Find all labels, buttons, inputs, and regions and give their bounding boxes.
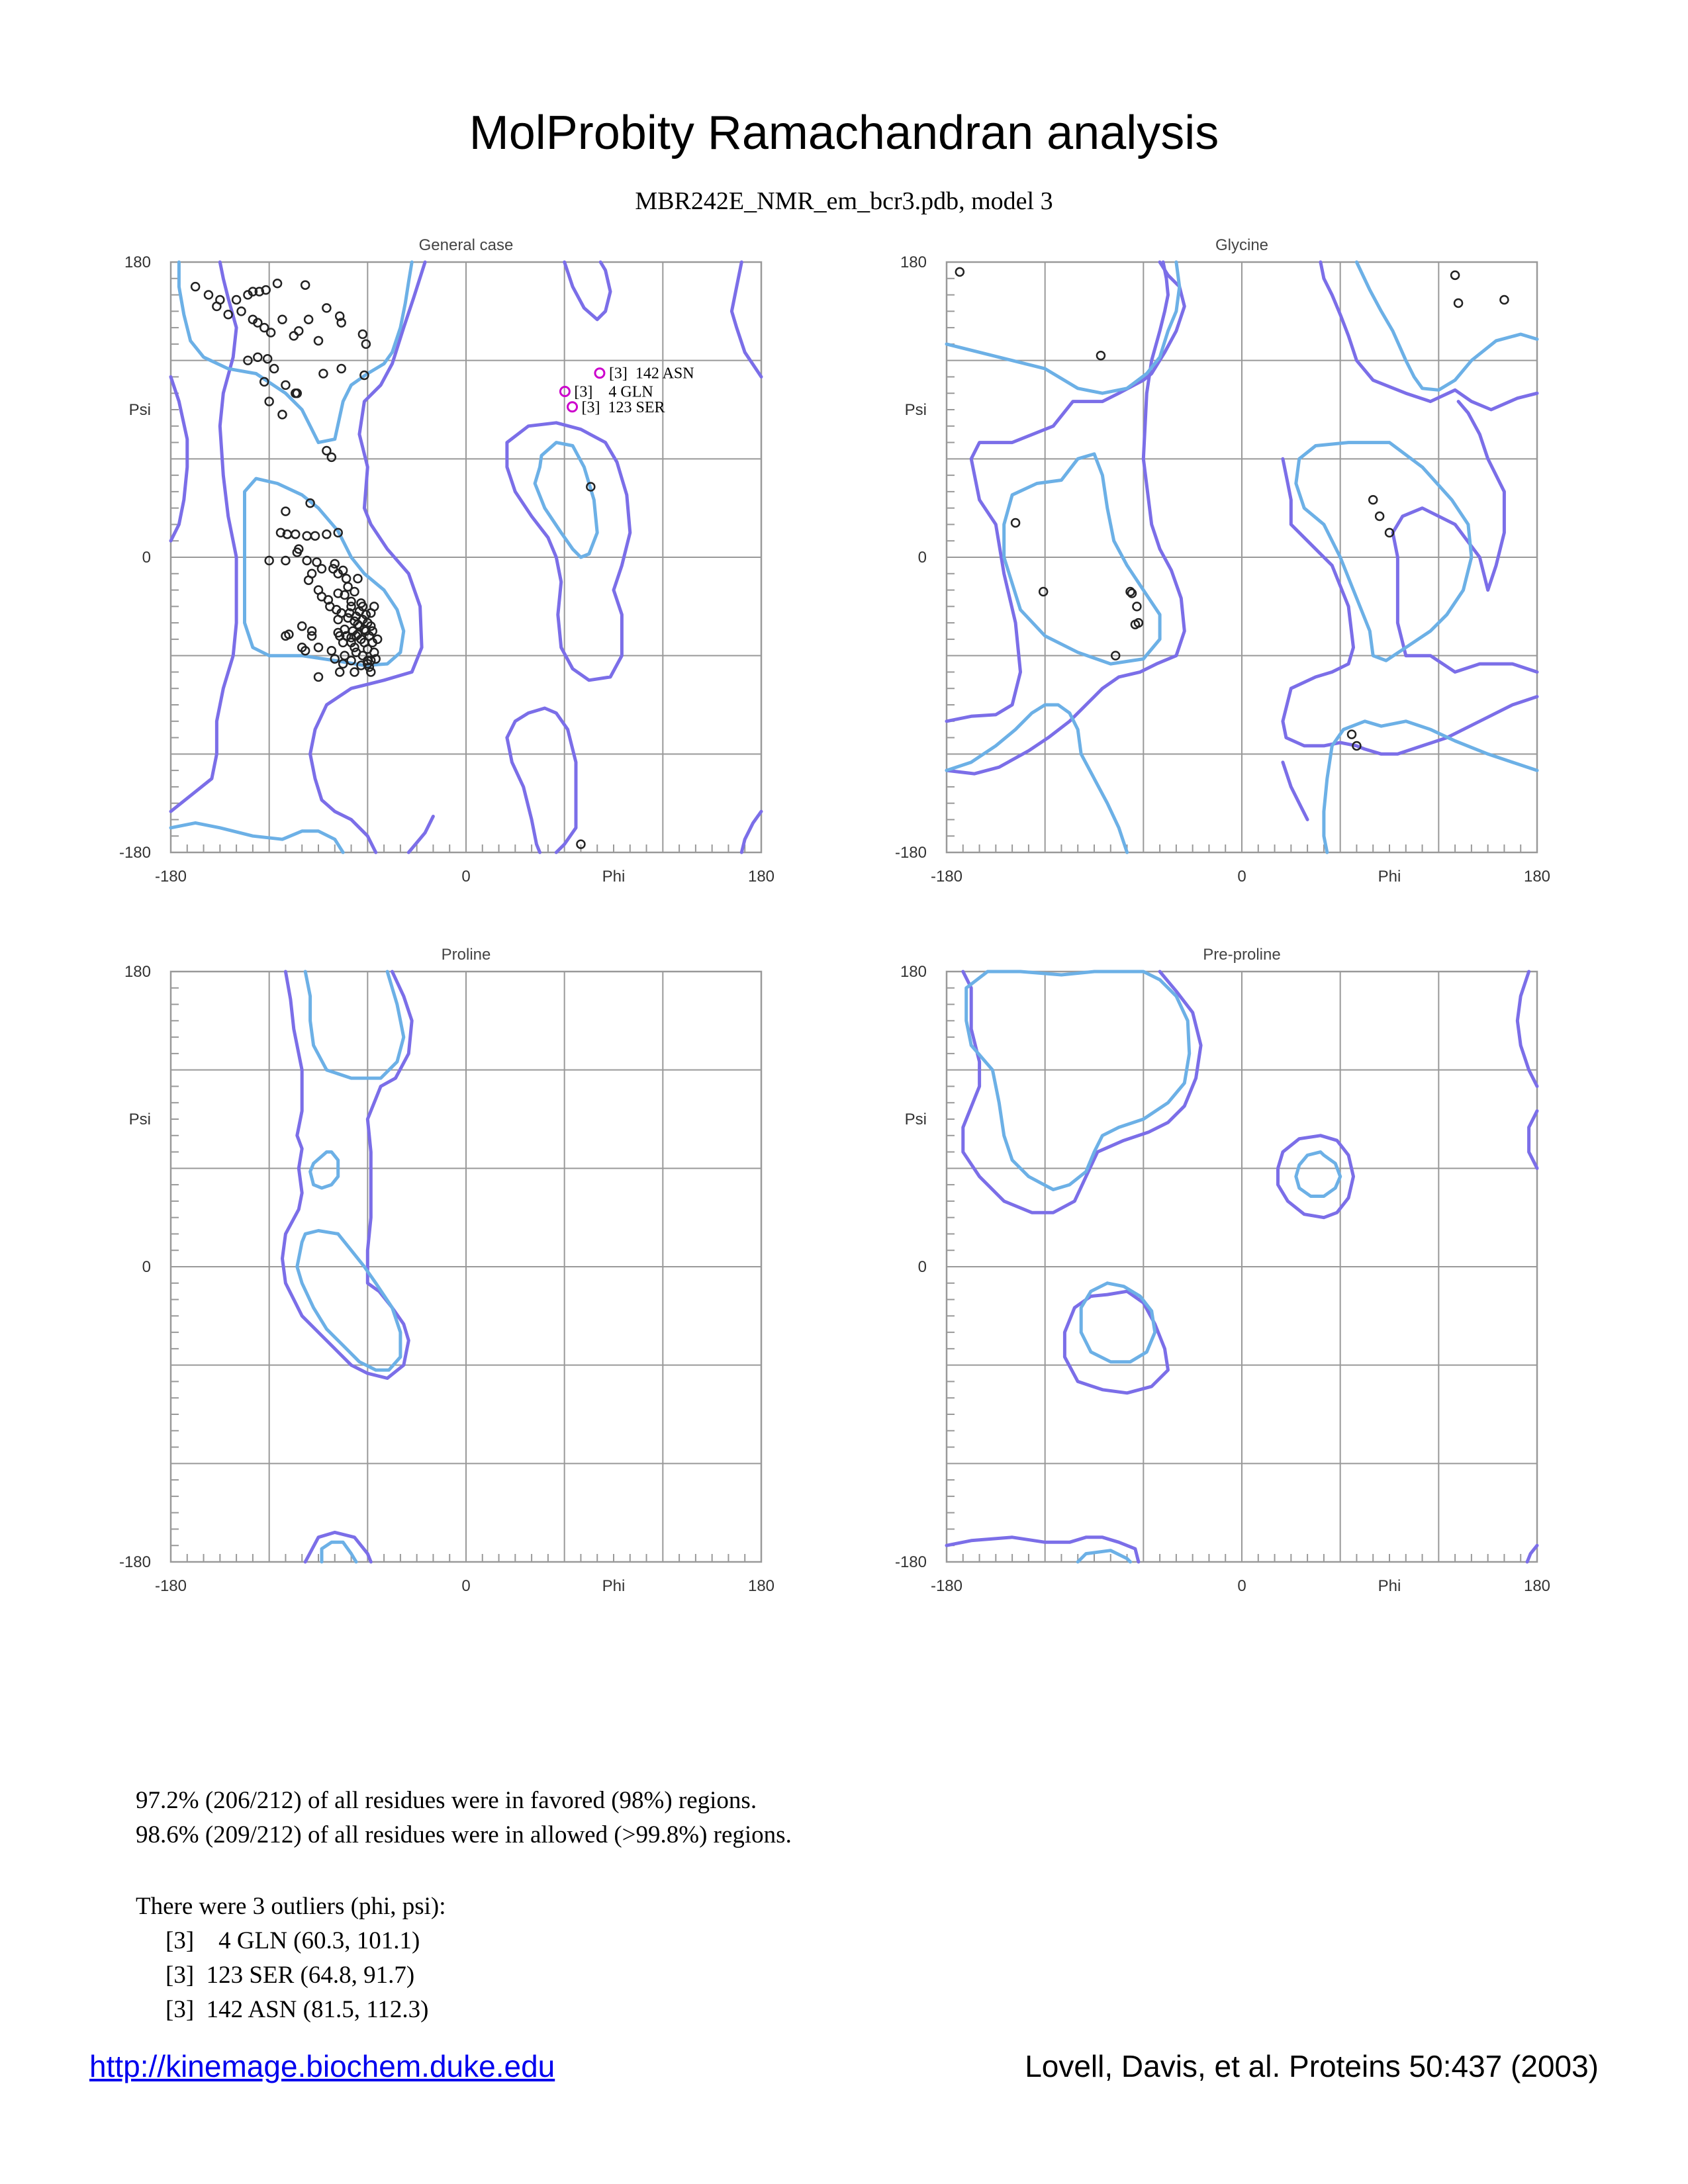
residue-point bbox=[370, 602, 378, 610]
residue-point bbox=[298, 622, 306, 630]
residue-point bbox=[216, 296, 224, 304]
allowed-contour bbox=[1529, 1111, 1537, 1169]
y-tick-label: -180 bbox=[894, 1553, 927, 1571]
favored-contour bbox=[171, 823, 343, 852]
residue-point bbox=[331, 560, 339, 568]
summary-block bbox=[136, 1784, 792, 2027]
outlier-label: [3] 142 ASN bbox=[608, 365, 694, 383]
allowed-contour bbox=[1278, 1136, 1354, 1218]
favored-contour bbox=[310, 1152, 338, 1189]
residue-point bbox=[314, 337, 322, 345]
residue-point bbox=[351, 668, 359, 676]
residue-point bbox=[1097, 351, 1105, 359]
allowed-contour bbox=[507, 708, 576, 852]
allowed-contour bbox=[1283, 762, 1307, 820]
x-tick-label: 0 bbox=[1237, 1577, 1246, 1595]
favored-contour bbox=[305, 972, 404, 1078]
favored-contour bbox=[1296, 443, 1472, 661]
residue-point bbox=[314, 643, 322, 651]
outlier-heading: There were 3 outliers (phi, psi): bbox=[136, 1893, 446, 1920]
residue-point bbox=[273, 279, 281, 287]
citation: Lovell, Davis, et al. Proteins 50:437 (2003) bbox=[1025, 2049, 1599, 2083]
allowed-contour bbox=[507, 738, 540, 852]
residue-point bbox=[263, 355, 271, 363]
residue-point bbox=[311, 532, 319, 540]
favored-contour bbox=[1004, 454, 1160, 664]
residue-point bbox=[1348, 731, 1356, 739]
y-tick-label: 0 bbox=[142, 1258, 151, 1276]
residue-point bbox=[1500, 296, 1508, 304]
page-title: MolProbity Ramachandran analysis bbox=[469, 107, 1219, 159]
residue-point bbox=[353, 574, 361, 582]
residue-point bbox=[290, 332, 298, 340]
residue-point bbox=[1451, 271, 1459, 279]
favored-contour bbox=[535, 443, 597, 557]
chart-title: Pre-proline bbox=[1203, 946, 1281, 964]
residue-point bbox=[338, 365, 346, 373]
residue-point bbox=[205, 291, 212, 299]
residue-point bbox=[314, 673, 322, 681]
residue-point bbox=[359, 330, 367, 338]
residue-point bbox=[328, 647, 336, 655]
allowed-contour bbox=[507, 423, 630, 680]
x-tick-label: -180 bbox=[930, 1577, 963, 1595]
y-axis-label: Psi bbox=[904, 1111, 927, 1128]
allowed-contour bbox=[1283, 459, 1537, 754]
x-tick-label: 180 bbox=[747, 1577, 775, 1595]
x-axis-label: Phi bbox=[602, 1577, 626, 1595]
chart-title: General case bbox=[418, 236, 514, 254]
y-tick-label: -180 bbox=[894, 844, 927, 862]
residue-point bbox=[336, 668, 344, 676]
favored-contour bbox=[1078, 1551, 1130, 1562]
y-tick-label: 180 bbox=[900, 963, 927, 981]
residue-point bbox=[308, 627, 316, 635]
outlier-line: [3] 142 ASN (81.5, 112.3) bbox=[165, 1996, 429, 2023]
residue-point bbox=[1011, 519, 1019, 527]
residue-point bbox=[267, 329, 275, 337]
chart-panel bbox=[895, 946, 1550, 1595]
y-tick-label: 0 bbox=[142, 549, 151, 567]
favored-summary: 97.2% (206/212) of all residues were in favored (98%) regions. bbox=[136, 1787, 757, 1814]
allowed-contour bbox=[1527, 1545, 1537, 1562]
outlier-label: [3] 4 GLN bbox=[574, 383, 653, 401]
y-tick-label: 180 bbox=[124, 253, 151, 271]
residue-point bbox=[1039, 588, 1047, 596]
y-tick-label: -180 bbox=[118, 844, 151, 862]
residue-point bbox=[295, 327, 303, 335]
y-axis-label: Psi bbox=[904, 401, 927, 419]
x-tick-label: -180 bbox=[930, 868, 963, 886]
allowed-contour bbox=[171, 262, 236, 811]
x-axis-label: Phi bbox=[1378, 868, 1401, 886]
allowed-contour bbox=[741, 811, 761, 852]
residue-point bbox=[322, 304, 330, 312]
y-tick-label: 180 bbox=[124, 963, 151, 981]
chart-panel bbox=[119, 946, 774, 1595]
x-tick-label: 0 bbox=[1237, 868, 1246, 886]
residue-point bbox=[318, 565, 326, 572]
outlier-line: [3] 4 GLN (60.3, 101.1) bbox=[165, 1927, 420, 1954]
x-tick-label: 180 bbox=[1523, 868, 1551, 886]
residue-point bbox=[334, 615, 342, 623]
residue-point bbox=[224, 310, 232, 318]
residue-point bbox=[1454, 299, 1462, 307]
outlier-point bbox=[595, 369, 604, 378]
residue-point bbox=[281, 508, 289, 516]
page-subtitle: MBR242E_NMR_em_bcr3.pdb, model 3 bbox=[635, 187, 1053, 215]
y-tick-label: -180 bbox=[118, 1553, 151, 1571]
y-axis-label: Psi bbox=[128, 401, 151, 419]
allowed-contour bbox=[1393, 402, 1537, 672]
x-tick-label: 0 bbox=[461, 868, 471, 886]
allowed-contour bbox=[731, 262, 761, 377]
residue-point bbox=[1133, 602, 1141, 610]
residue-point bbox=[305, 316, 312, 324]
residue-point bbox=[232, 296, 240, 304]
y-tick-label: 180 bbox=[900, 253, 927, 271]
residue-point bbox=[281, 381, 289, 389]
chart-panel bbox=[895, 236, 1550, 886]
allowed-contour bbox=[408, 817, 433, 853]
allowed-contour bbox=[1517, 972, 1537, 1086]
residue-point bbox=[342, 574, 350, 582]
x-tick-label: 180 bbox=[1523, 1577, 1551, 1595]
residue-point bbox=[328, 453, 336, 461]
residue-point bbox=[351, 588, 359, 596]
residue-point bbox=[319, 369, 327, 377]
chart-title: Glycine bbox=[1215, 236, 1269, 254]
allowed-contour bbox=[565, 262, 610, 320]
x-tick-label: -180 bbox=[154, 868, 187, 886]
outlier-point bbox=[568, 402, 577, 412]
x-tick-label: 180 bbox=[747, 868, 775, 886]
allowed-contour bbox=[305, 1532, 371, 1562]
x-axis-label: Phi bbox=[1378, 1577, 1401, 1595]
residue-point bbox=[322, 530, 330, 538]
residue-point bbox=[1376, 512, 1383, 520]
residue-point bbox=[305, 576, 312, 584]
favored-contour bbox=[1356, 262, 1537, 390]
favored-contour bbox=[1296, 1152, 1340, 1197]
allowed-contour bbox=[947, 262, 1184, 774]
favored-contour bbox=[179, 262, 412, 443]
chart-panel bbox=[119, 236, 774, 886]
residue-point bbox=[956, 268, 964, 276]
residue-point bbox=[191, 283, 199, 291]
residue-point bbox=[238, 307, 246, 315]
outlier-label: [3] 123 SER bbox=[581, 398, 665, 416]
allowed-contour bbox=[283, 972, 412, 1379]
residue-point bbox=[362, 340, 370, 348]
residue-point bbox=[291, 530, 299, 538]
y-axis-label: Psi bbox=[128, 1111, 151, 1128]
kinemage-link[interactable]: http://kinemage.biochem.duke.edu bbox=[89, 2049, 555, 2083]
residue-point bbox=[278, 316, 286, 324]
outlier-line: [3] 123 SER (64.8, 91.7) bbox=[165, 1962, 415, 1989]
favored-contour bbox=[947, 705, 1127, 852]
chart-title: Proline bbox=[441, 946, 491, 964]
x-axis-label: Phi bbox=[602, 868, 626, 886]
favored-contour bbox=[966, 972, 1190, 1190]
x-tick-label: 0 bbox=[461, 1577, 471, 1595]
residue-point bbox=[278, 410, 286, 418]
y-tick-label: 0 bbox=[917, 1258, 927, 1276]
x-tick-label: -180 bbox=[154, 1577, 187, 1595]
y-tick-label: 0 bbox=[917, 549, 927, 567]
favored-contour bbox=[947, 262, 1180, 393]
favored-contour bbox=[1324, 721, 1537, 852]
residue-point bbox=[303, 532, 311, 540]
residue-point bbox=[301, 281, 309, 289]
allowed-summary: 98.6% (209/212) of all residues were in allowed (>99.8%) regions. bbox=[136, 1821, 792, 1848]
residue-point bbox=[270, 365, 278, 373]
residue-point bbox=[329, 565, 337, 572]
residue-point bbox=[1369, 496, 1377, 504]
